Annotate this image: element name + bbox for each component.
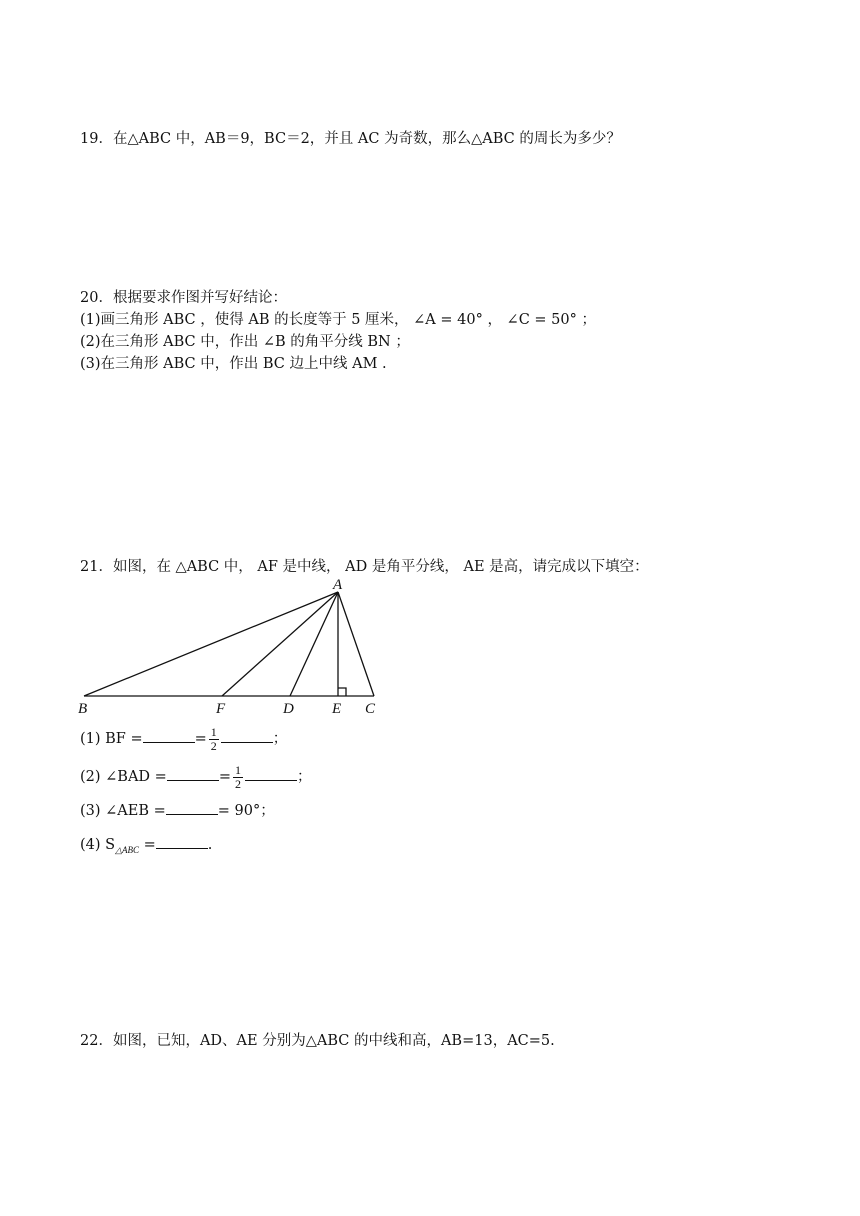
fill-in-1-eq: = [194, 731, 207, 747]
fill-in-2-end: ； [296, 769, 312, 785]
median-af [222, 592, 338, 696]
label-f: F [216, 701, 226, 717]
fraction-den: 2 [210, 738, 217, 753]
question-19-text: 19．在△ABC 中，AB＝9，BC＝2，并且 AC 为奇数，那么△ABC 的周长为多少？ [80, 131, 621, 147]
question-20-part-3: (3)在三角形 ABC 中，作出 BC 边上中线 AM . [80, 356, 387, 372]
question-21-fill-ins [80, 724, 311, 865]
label-e: E [332, 701, 342, 717]
triangle-figure [70, 572, 400, 718]
label-a: A [333, 577, 343, 593]
fill-in-3 [80, 796, 311, 826]
question-22 [80, 1030, 555, 1052]
fill-in-3-end: = 90°； [217, 803, 275, 819]
fraction-num: 1 [210, 724, 217, 739]
fill-in-1-prefix: (1) BF = [80, 731, 143, 747]
question-20-part-2: (2)在三角形 ABC 中，作出 ∠B 的角平分线 BN ； [80, 334, 410, 350]
fill-in-4-subscript: △ABC [115, 845, 140, 855]
question-21-title: 21．如图，在 △ABC 中， AF 是中线， AD 是角平分线， AE 是高，请完成以下填空： [80, 559, 649, 575]
blank-1a[interactable] [143, 728, 195, 743]
fill-in-4-eq: = [139, 837, 156, 853]
bisector-ad [290, 592, 338, 696]
blank-4[interactable] [156, 834, 208, 849]
fill-in-1-end: ； [272, 731, 288, 747]
question-20-part-1: (1)画三角形 ABC ，使得 AB 的长度等于 5 厘米， ∠A = 40° ， ∠C = 50° ； [80, 312, 596, 328]
label-d: D [283, 701, 294, 717]
fill-in-4 [80, 830, 311, 865]
fill-in-2-eq: = [218, 769, 231, 785]
blank-2b[interactable] [245, 766, 297, 781]
right-angle-mark [338, 688, 346, 696]
label-b: B [78, 701, 88, 717]
blank-1b[interactable] [221, 728, 273, 743]
label-c: C [365, 701, 376, 717]
question-20 [80, 287, 596, 375]
fraction-den: 2 [234, 776, 241, 791]
fill-in-1 [80, 724, 311, 754]
fill-in-2 [80, 762, 311, 792]
question-19 [80, 128, 621, 150]
fraction-half [233, 764, 243, 791]
question-22-text: 22．如图，已知，AD、AE 分别为△ABC 的中线和高，AB=13，AC=5. [80, 1033, 555, 1049]
question-20-title: 20．根据要求作图并写好结论： [80, 290, 287, 306]
side-ab [84, 592, 338, 696]
fill-in-3-prefix: (3) ∠AEB = [80, 803, 166, 819]
fill-in-4-prefix: (4) S [80, 837, 116, 853]
fraction-num: 1 [234, 762, 241, 777]
fill-in-4-end: . [207, 837, 213, 853]
blank-3[interactable] [166, 800, 218, 815]
side-ac [338, 592, 374, 696]
blank-2a[interactable] [167, 766, 219, 781]
fill-in-2-prefix: (2) ∠BAD = [80, 769, 167, 785]
fraction-half [209, 726, 219, 753]
